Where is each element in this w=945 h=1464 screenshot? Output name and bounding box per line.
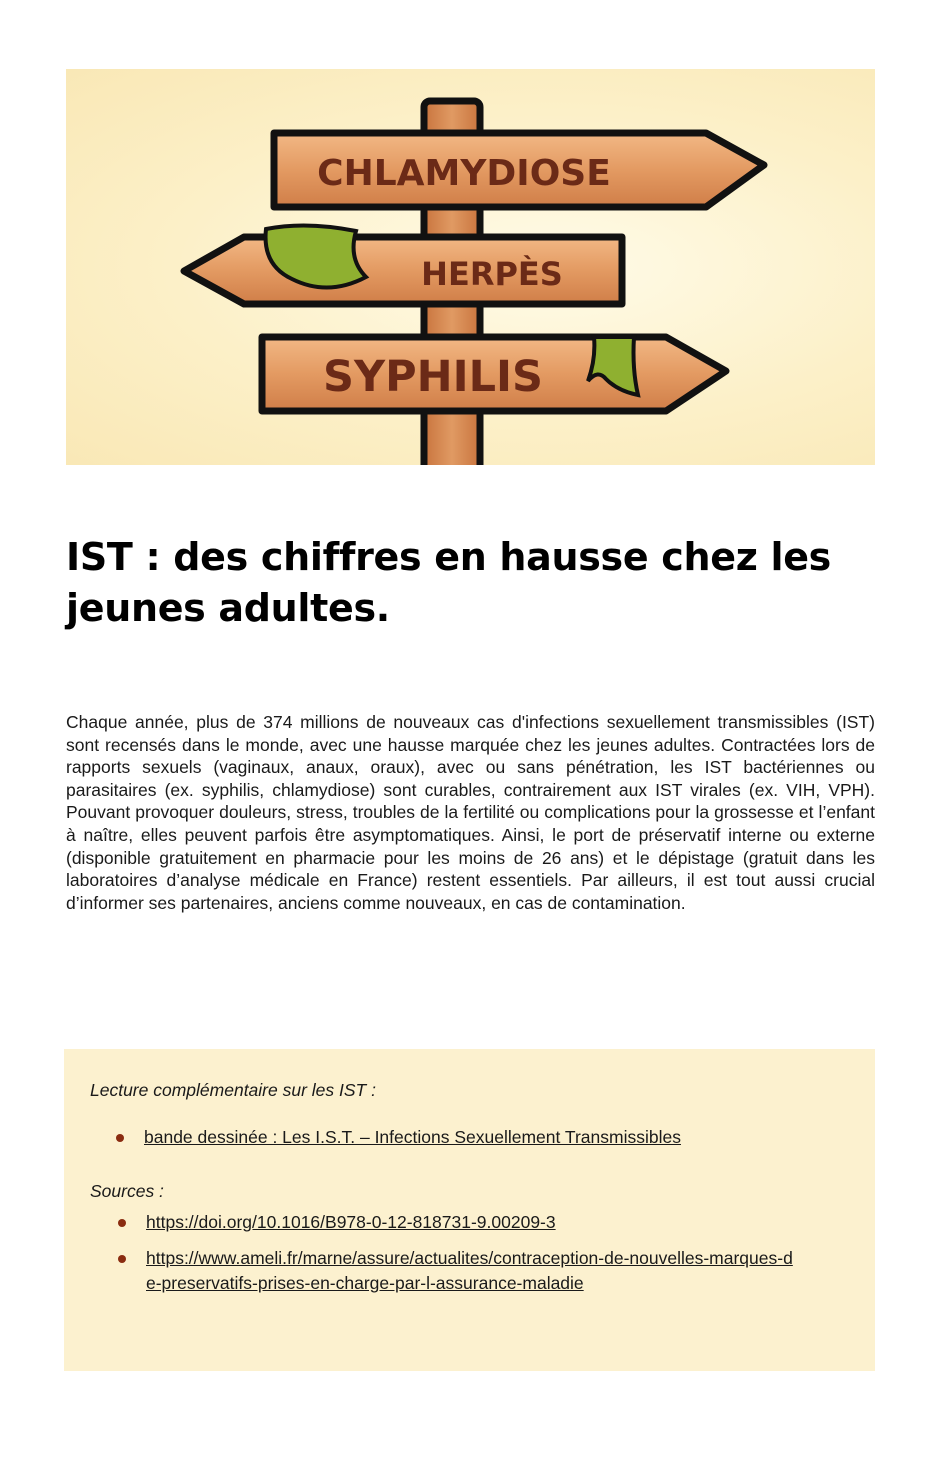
sign-label-syphilis: SYPHILIS	[323, 352, 543, 402]
signpost-illustration	[66, 69, 875, 465]
list-item	[146, 1246, 796, 1296]
source-link-doi[interactable]: https://doi.org/10.1016/B978-0-12-818731-9.00209-3	[146, 1212, 556, 1232]
bullet-icon	[118, 1255, 126, 1263]
article-body: Chaque année, plus de 374 millions de nouveaux cas d'infections sexuellement transmissibles (IST) sont recensés dans le monde, avec une hausse marquée chez les jeunes adultes. Contractées lors de rapports sexuels (vaginaux, anaux, oraux), avec ou sans pénétration, les IST bactériennes ou parasitaires (ex. syphilis, chlamydiose) sont curables, contrairement aux IST virales (ex. VIH, VPH). Pouvant provoquer douleurs, stress, troubles de la fertilité ou complications pour la grossesse et l’enfant à naître, elles peuvent parfois être asymptomatiques. Ainsi, le port de préservatif interne ou externe (disponible gratuitement en pharmacie pour les moins de 26 ans) et le dépistage (gratuit dans les laboratoires d’analyse médicale en France) restent essentiels. Par ailleurs, il est tout aussi crucial d’informer ses partenaires, anciens comme nouveaux, en cas de contamination.	[66, 712, 875, 913]
sources-heading: Sources :	[90, 1181, 164, 1201]
signpost-graphic	[66, 69, 875, 465]
sign-label-herpes: HERPÈS	[421, 255, 563, 293]
references-box	[64, 1049, 875, 1371]
source-link-ameli[interactable]: https://www.ameli.fr/marne/assure/actualites/contraception-de-nouvelles-marques-de-preservatifs-prises-en-charge-par-l-assurance-maladie	[146, 1248, 793, 1293]
bullet-icon	[116, 1134, 124, 1142]
further-reading-list	[144, 1125, 824, 1150]
further-reading-link[interactable]: bande dessinée : Les I.S.T. – Infections Sexuellement Transmissibles	[144, 1127, 681, 1147]
bullet-icon	[118, 1219, 126, 1227]
list-item	[146, 1210, 796, 1235]
page-title: IST : des chiffres en hausse chez les jeunes adultes.	[66, 535, 831, 630]
list-item	[144, 1125, 824, 1150]
sources-list	[146, 1210, 796, 1296]
sign-label-chlamydiose: CHLAMYDIOSE	[317, 153, 611, 194]
further-reading-heading: Lecture complémentaire sur les IST :	[90, 1080, 376, 1100]
